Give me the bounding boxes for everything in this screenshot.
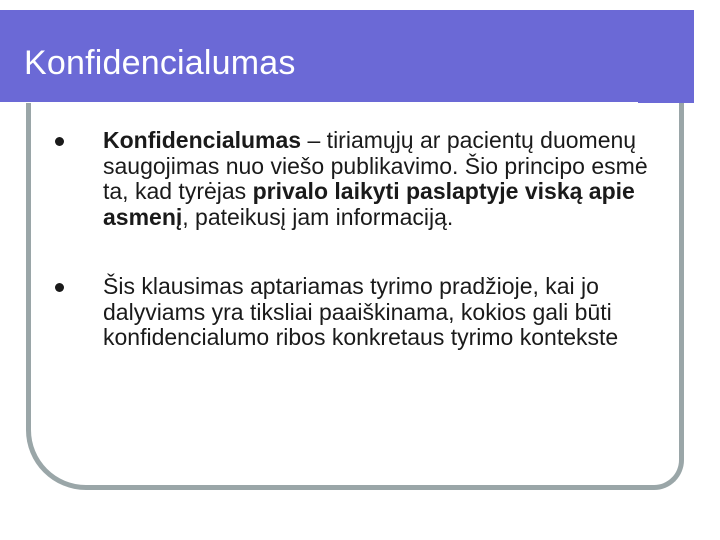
bullet-emphasis: privalo laikyti paslaptyje viską apie asmenį [103, 178, 635, 230]
title-bar [0, 10, 694, 103]
bullet-list [55, 128, 675, 351]
bullet-term: Konfidencialumas [103, 127, 302, 153]
bullet-item-discussion [55, 274, 675, 351]
bullet-item-confidentiality [55, 128, 675, 230]
bullet-text-end: , pateikusį jam informaciją. [182, 203, 454, 230]
bullet-icon [55, 283, 64, 292]
bullet-text: – tiriamųjų ar pacientų duomenų saugojimas nuo viešo publikavimo. Šio principo esmė ta, kad tyrėjas [103, 127, 648, 204]
bullet-text: Šis klausimas aptariamas tyrimo pradžioje, kai jo dalyviams yra tiksliai paaiškinama, kokios gali būti konfidencialumo ribos konkretaus tyrimo kontekste [103, 273, 619, 350]
slide-title: Konfidencialumas [24, 44, 296, 82]
bullet-icon [55, 137, 64, 146]
